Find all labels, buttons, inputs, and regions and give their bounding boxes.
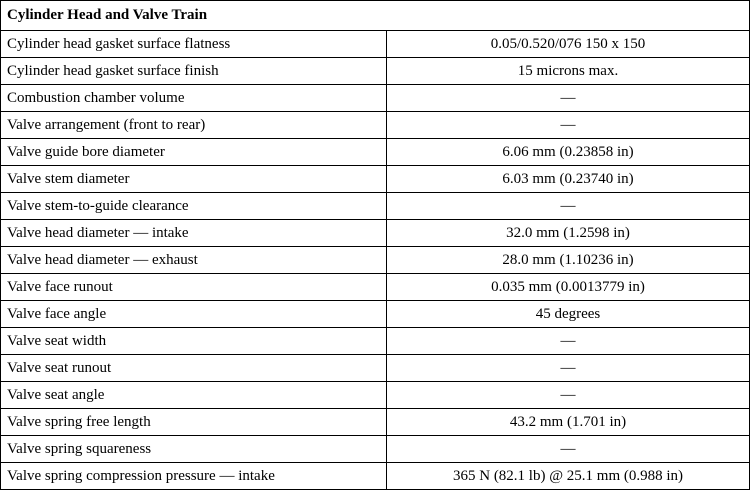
spec-value-cell: — — [387, 112, 750, 139]
spec-label-cell: Valve stem diameter — [1, 166, 387, 193]
spec-label-cell: Valve seat angle — [1, 382, 387, 409]
spec-label-cell: Combustion chamber volume — [1, 85, 387, 112]
table-row — [1, 220, 750, 247]
table-row — [1, 355, 750, 382]
spec-value-cell: — — [387, 382, 750, 409]
table-row — [1, 301, 750, 328]
spec-label-cell: Valve face angle — [1, 301, 387, 328]
spec-label-cell: Valve head diameter — intake — [1, 220, 387, 247]
spec-label-cell: Valve head diameter — exhaust — [1, 247, 387, 274]
spec-label-cell: Valve face runout — [1, 274, 387, 301]
table-row — [1, 193, 750, 220]
spec-label-cell: Valve guide bore diameter — [1, 139, 387, 166]
table-row — [1, 31, 750, 58]
spec-label-cell: Valve spring compression pressure — intake — [1, 463, 387, 490]
spec-label-cell: Cylinder head gasket surface finish — [1, 58, 387, 85]
spec-value-cell: 0.035 mm (0.0013779 in) — [387, 274, 750, 301]
spec-value-cell: 0.05/0.520/076 150 x 150 — [387, 31, 750, 58]
spec-table-body — [1, 31, 750, 490]
spec-value-cell: 15 microns max. — [387, 58, 750, 85]
table-row — [1, 409, 750, 436]
spec-value-cell: — — [387, 355, 750, 382]
table-row — [1, 274, 750, 301]
table-row — [1, 166, 750, 193]
spec-value-cell: 45 degrees — [387, 301, 750, 328]
spec-label-cell: Valve arrangement (front to rear) — [1, 112, 387, 139]
table-row — [1, 436, 750, 463]
section-header-row — [1, 1, 750, 31]
spec-value-cell: — — [387, 85, 750, 112]
table-row — [1, 58, 750, 85]
spec-label-cell: Valve stem-to-guide clearance — [1, 193, 387, 220]
table-row — [1, 328, 750, 355]
spec-value-cell: 28.0 mm (1.10236 in) — [387, 247, 750, 274]
spec-value-cell: 6.06 mm (0.23858 in) — [387, 139, 750, 166]
spec-label-cell: Valve seat width — [1, 328, 387, 355]
spec-label-cell: Valve seat runout — [1, 355, 387, 382]
table-row — [1, 139, 750, 166]
spec-value-cell: — — [387, 193, 750, 220]
spec-value-cell: — — [387, 436, 750, 463]
spec-value-cell: 43.2 mm (1.701 in) — [387, 409, 750, 436]
table-row — [1, 463, 750, 490]
table-row — [1, 85, 750, 112]
spec-value-cell: 6.03 mm (0.23740 in) — [387, 166, 750, 193]
spec-label-cell: Valve spring free length — [1, 409, 387, 436]
spec-label-cell: Cylinder head gasket surface flatness — [1, 31, 387, 58]
spec-value-cell: — — [387, 328, 750, 355]
table-row — [1, 112, 750, 139]
table-row — [1, 382, 750, 409]
spec-label-cell: Valve spring squareness — [1, 436, 387, 463]
spec-value-cell: 365 N (82.1 lb) @ 25.1 mm (0.988 in) — [387, 463, 750, 490]
spec-value-cell: 32.0 mm (1.2598 in) — [387, 220, 750, 247]
section-title: Cylinder Head and Valve Train — [1, 1, 750, 31]
table-row — [1, 247, 750, 274]
